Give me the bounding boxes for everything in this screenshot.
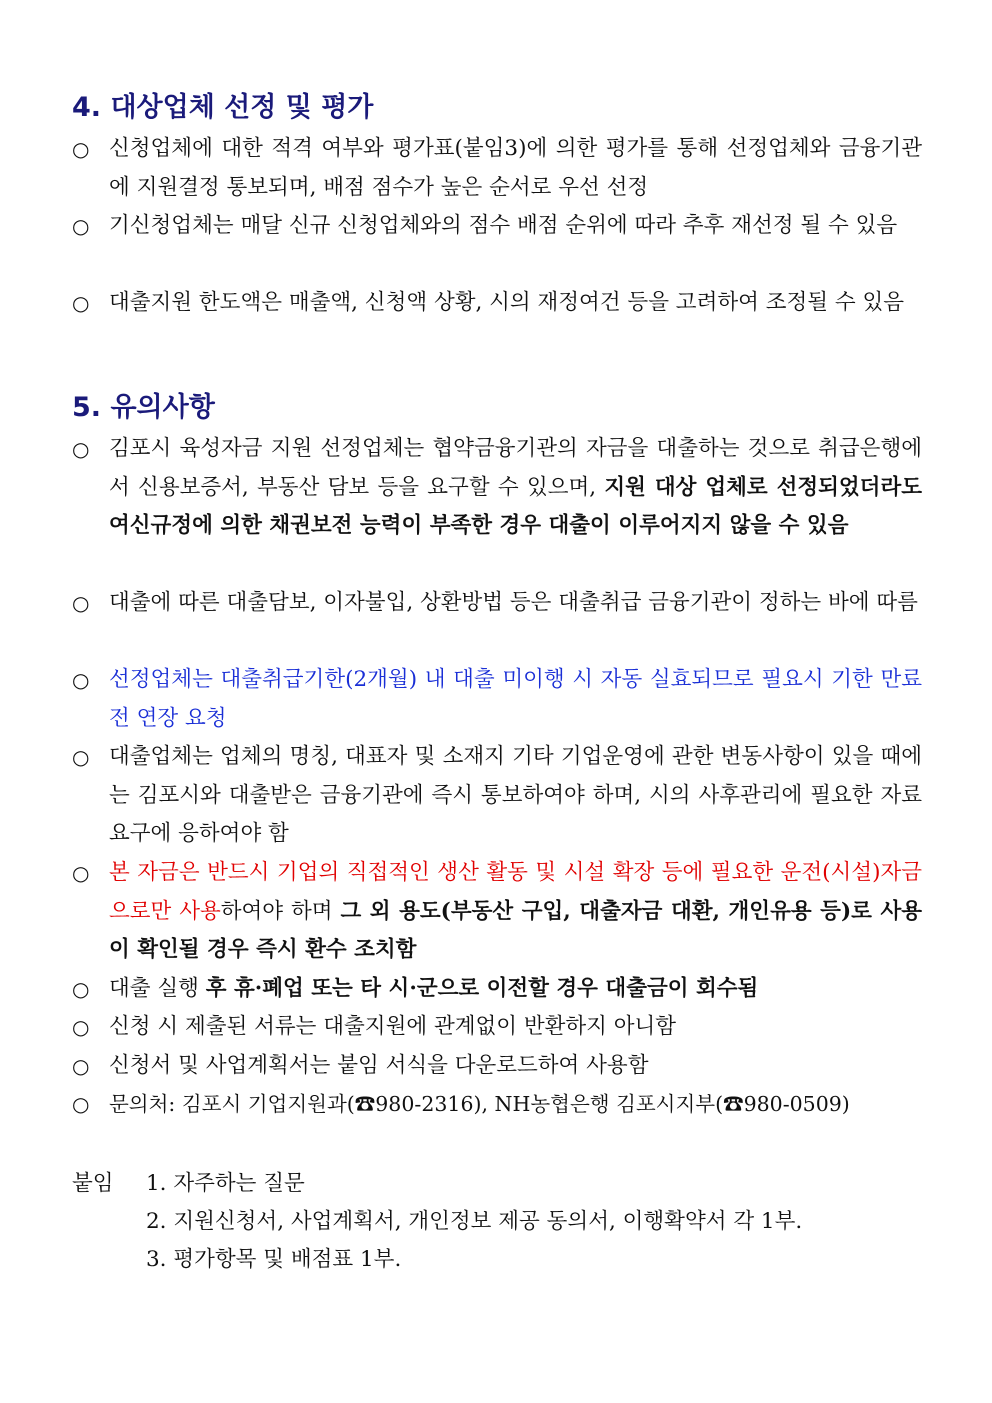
item-text-bold: 지원 대상 업체로 선정되었더라도 여신규정에 의한 채권보전 능력이 부족한 경우 대출이 이루어지지 않을 수 있음 — [109, 474, 922, 538]
item-text-normal: 하여야 하며 — [220, 898, 341, 924]
section-5-item-2 — [72, 584, 922, 623]
item-text-bold: 그 외 용도(부동산 구입, 대출자금 대환, 개인유용 등)로 사용이 확인될 경우 즉시 환수 조치함 — [109, 898, 922, 962]
section-5-item-5 — [72, 854, 922, 970]
bullet-circle-icon: ○ — [72, 1092, 90, 1116]
item-text-normal: 대출 실행 — [109, 976, 206, 1001]
bullet-circle-icon: ○ — [72, 1054, 90, 1078]
section-4-title: 4. 대상업체 선정 및 평가 — [72, 92, 374, 123]
section-5-item-3 — [72, 661, 922, 738]
contact-text: 문의처: 김포시 기업지원과(☎980-2316), NH농협은행 김포시지부(☎980-0509) — [109, 1092, 850, 1116]
item-text-blue: 선정업체는 대출취급기한(2개월) 내 대출 미이행 시 자동 실효되므로 필요시 기한 만료 전 연장 요청 — [109, 667, 922, 731]
attachment-item: 2. 지원신청서, 사업계획서, 개인정보 제공 동의서, 이행확약서 각 1부. — [146, 1209, 803, 1234]
section-4-item-3 — [72, 284, 922, 323]
bullet-circle-icon: ○ — [72, 214, 90, 238]
item-text: 대출지원 한도액은 매출액, 신청액 상황, 시의 재정여건 등을 고려하여 조정될 수 있음 — [109, 290, 904, 315]
item-text-bold: 후 휴·폐업 또는 타 시·군으로 이전할 경우 대출금이 회수됨 — [205, 976, 759, 1001]
item-text: 신청서 및 사업계획서는 붙임 서식을 다운로드하여 사용함 — [109, 1053, 649, 1078]
item-text-normal: 김포시 육성자금 지원 선정업체는 협약금융기관의 자금을 대출하는 것으로 취급은행에서 신용보증서, 부동산 담보 등을 요구할 수 있으며, — [109, 436, 922, 500]
section-5-item-9 — [72, 1085, 922, 1124]
attachment-item: 1. 자주하는 질문 — [146, 1171, 305, 1196]
bullet-circle-icon: ○ — [72, 437, 90, 461]
item-text-red: 본 자금은 반드시 기업의 직접적인 생산 활동 및 시설 확장 등에 필요한 운전(시설)자금으로만 사용 — [109, 860, 922, 924]
item-text — [109, 854, 922, 970]
section-5-item-6 — [72, 970, 922, 1009]
item-text: 대출에 따른 대출담보, 이자불입, 상환방법 등은 대출취급 금융기관이 정하는 바에 따름 — [109, 590, 918, 615]
item-text: 대출업체는 업체의 명칭, 대표자 및 소재지 기타 기업운영에 관한 변동사항이 있을 때에는 김포시와 대출받은 금융기관에 즉시 통보하여야 하며, 시의 사후관리에 필요한 자료 요구에 응하여야 함 — [109, 744, 922, 846]
bullet-circle-icon: ○ — [72, 1015, 90, 1039]
attachments — [72, 1165, 932, 1285]
bullet-circle-icon: ○ — [72, 591, 90, 615]
section-5-item-4 — [72, 738, 922, 854]
bullet-circle-icon: ○ — [72, 861, 90, 885]
item-text: 신청업체에 대한 적격 여부와 평가표(붙임3)에 의한 평가를 통해 선정업체와 금융기관에 지원결정 통보되며, 배점 점수가 높은 순서로 우선 선정 — [109, 136, 922, 200]
section-4-item-1 — [72, 130, 922, 207]
attachment-item: 3. 평가항목 및 배점표 1부. — [146, 1247, 402, 1272]
item-text — [109, 970, 922, 1009]
bullet-circle-icon: ○ — [72, 291, 90, 315]
attachments-label: 붙임 — [72, 1171, 114, 1196]
section-5-item-7 — [72, 1008, 922, 1047]
item-text: 신청 시 제출된 서류는 대출지원에 관계없이 반환하지 아니함 — [109, 1014, 677, 1039]
bullet-circle-icon: ○ — [72, 137, 90, 161]
item-text: 기신청업체는 매달 신규 신청업체와의 점수 배점 순위에 따라 추후 재선정 될 수 있음 — [109, 213, 898, 238]
bullet-circle-icon: ○ — [72, 745, 90, 769]
bullet-circle-icon: ○ — [72, 668, 90, 692]
section-5-title: 5. 유의사항 — [72, 392, 215, 423]
section-5-item-1 — [72, 430, 922, 546]
section-4-item-2 — [72, 207, 922, 246]
item-text — [109, 430, 922, 546]
section-5-item-8 — [72, 1047, 922, 1086]
bullet-circle-icon: ○ — [72, 977, 90, 1001]
